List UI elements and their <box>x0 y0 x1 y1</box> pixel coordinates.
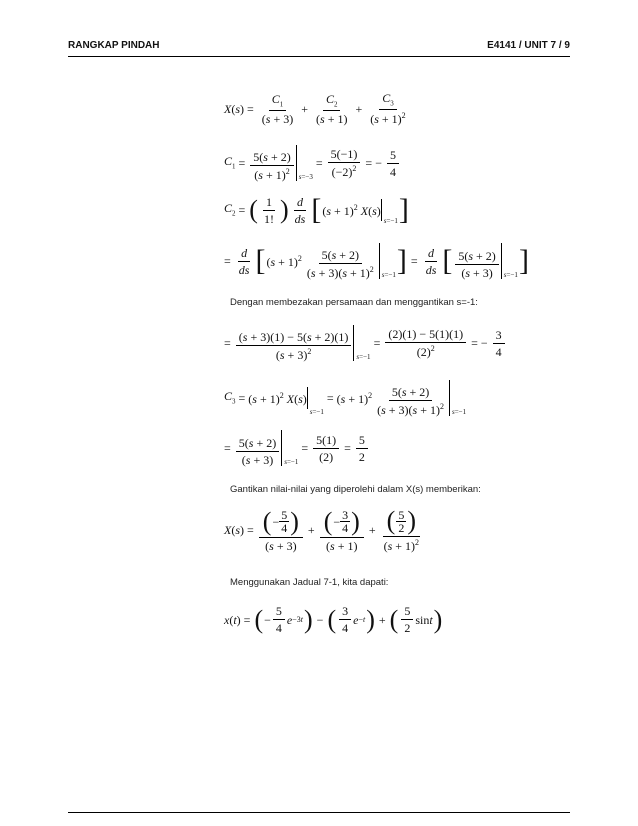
page-header <box>68 38 570 54</box>
explanation-text-3: Menggunakan Jadual 7-1, kita dapati: <box>230 577 389 588</box>
explanation-text-1: Dengan membezakan persamaan dan menggantikan s=-1: <box>230 297 478 308</box>
equation-c1: $C_1$ = $\frac{5(s + 2)}{(s + 1)^2}$ s=−3 = $\frac{5(-1)}{(-2)^2}$ = − $\frac{5}{4}$ <box>224 145 401 181</box>
equation-c2: $C_2$ = ( $\frac{1}{1!}$ ) $\frac{d}{ds}$ [ $(s + 1)^2$ X(s) s=−1 ] <box>224 193 409 226</box>
header-page-ref: E4141 / UNIT 7 / 9 <box>487 40 570 51</box>
equation-substituted: X(s) = ( − 5 4 ) (s + 3) + ( − 3 4 ) (s + 1) + ( 5 2 ) $(s + 1)^2$ <box>224 506 420 553</box>
header-rule <box>68 56 570 57</box>
equation-c3: $C_3$ = $(s + 1)^2$ X(s) s=−1 = $(s + 1)^2$ $\frac{5(s + 2)}{(s + 3)(s + 1)^2}$ s=−1 <box>224 380 466 416</box>
equation-derivative: = $\frac{d}{ds}$ [ $(s + 1)^2$ $\frac{5(s + 2)}{(s + 3)(s + 1)^2}$ s=−1 ] = $\frac{d}{ds}$ [ $\frac{5(s + 2)}{(s + 3)}$ s=−1 ] <box>224 244 529 280</box>
equation-derivative-result: = $\frac{(s + 3)(1) - 5(s + 2)(1)}{(s + 3)^2}$ s=−1 = $\frac{(2)(1) - 5(1)(1)}{(2)^2}$ = − $\frac{3}{4}$ <box>224 325 507 361</box>
equation-partial-fractions: X(s) = $\frac{C_1}{(s + 3)}$ + $\frac{C_2}{(s + 1)}$ + $\frac{C_3}{(s + 1)^2}$ <box>224 91 406 127</box>
header-title: RANGKAP PINDAH <box>68 40 160 51</box>
explanation-text-2: Gantikan nilai-nilai yang diperolehi dalam X(s) memberikan: <box>230 484 481 495</box>
footer-rule <box>68 812 570 813</box>
equation-time-domain: x(t) = ( − $\frac{5}{4}$ e −3t ) − ( $\frac{3}{4}$ e −t ) + ( $\frac{5}{2}$ sin t ) <box>224 604 443 635</box>
equation-c3-result: = $\frac{5(s + 2)}{(s + 3)}$ s=−1 = $\frac{5(1)}{(2)}$ = $\frac{5}{2}$ <box>224 430 370 466</box>
